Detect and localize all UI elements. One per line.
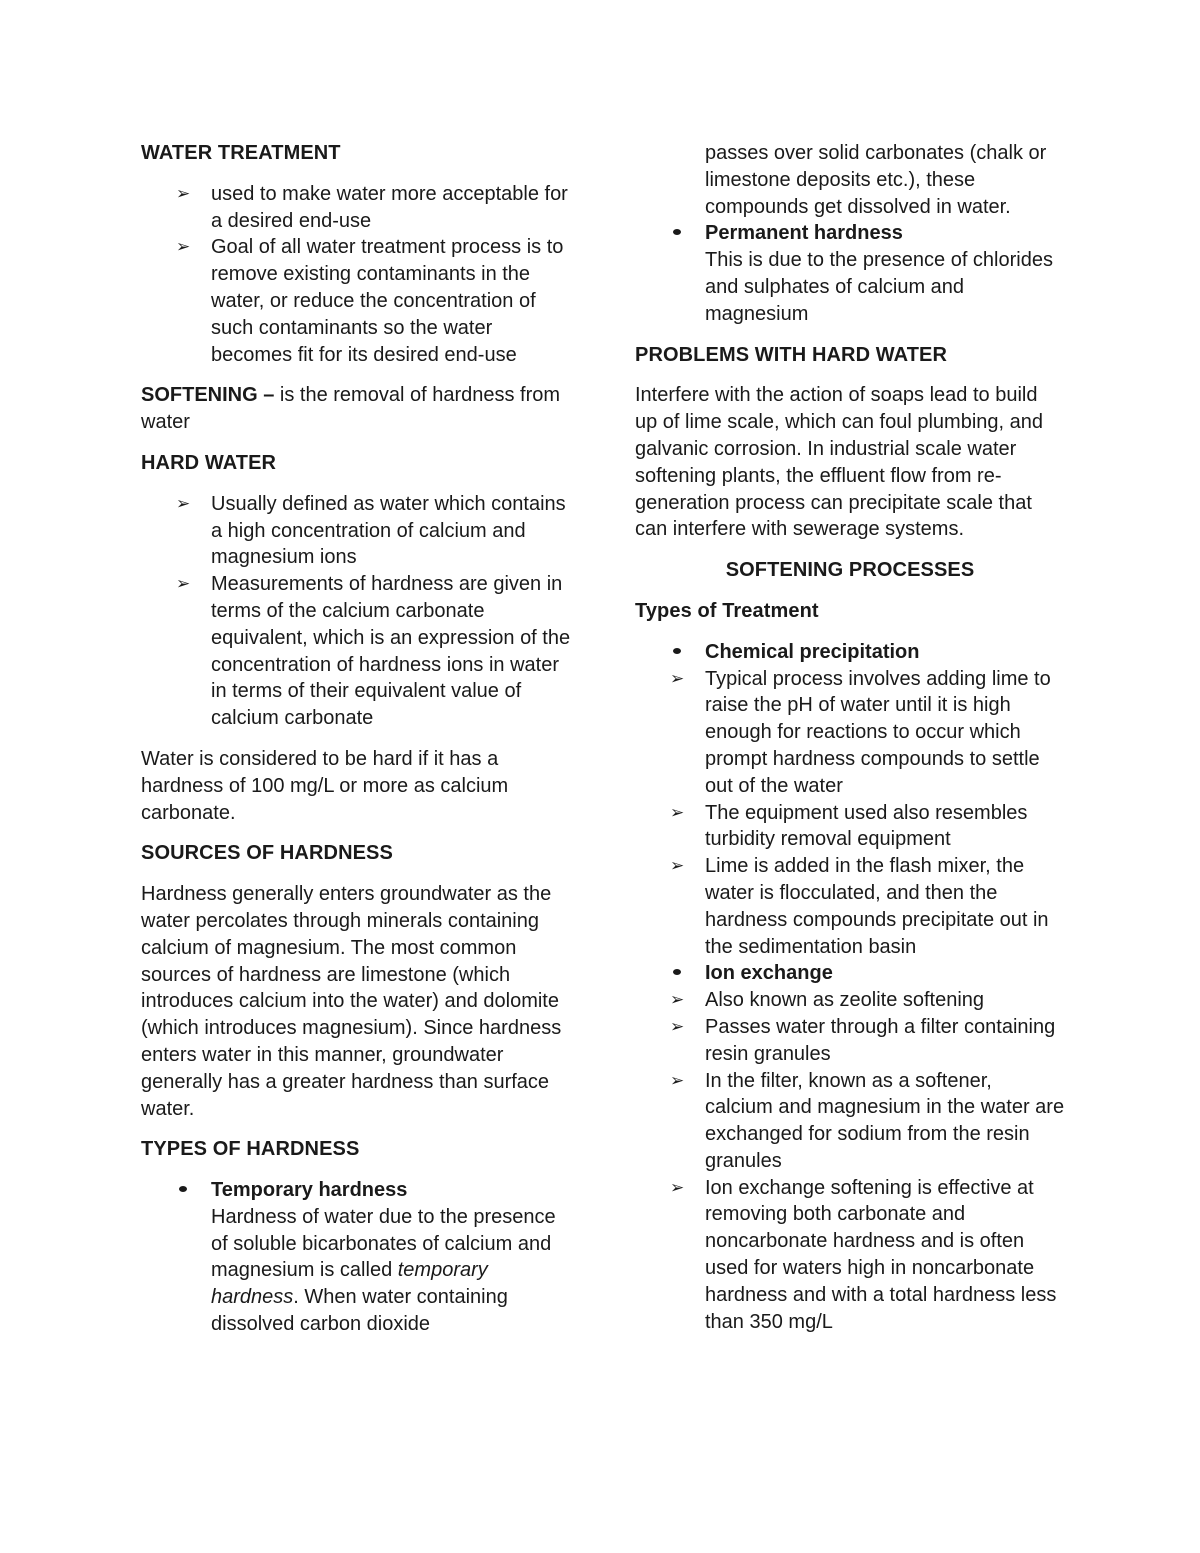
types-list bbox=[141, 1177, 571, 1338]
list-item: ➢ Passes water through a filter containing resin granules bbox=[635, 1014, 1065, 1068]
permanent-list bbox=[635, 220, 1065, 327]
list-item bbox=[635, 960, 1065, 987]
treatment-list bbox=[635, 639, 1065, 1336]
list-item: ➢ Typical process involves adding lime to raise the pH of water until it is high enough for reactions to occur which prompt hardness compounds to settle out of the water bbox=[635, 666, 1065, 800]
list-item: ➢ The equipment used also resembles turbidity removal equipment bbox=[635, 800, 1065, 854]
temporary-hardness-text-end: . When water containing dissolved carbon dioxide bbox=[211, 1286, 508, 1336]
water-treatment-heading: WATER TREATMENT bbox=[141, 142, 341, 164]
temporary-hardness-continued: passes over solid carbonates (chalk or limestone deposits etc.), these compounds get dissolved in water. bbox=[705, 142, 1047, 218]
hard-water-list bbox=[141, 491, 571, 732]
list-item: ➢ Ion exchange softening is effective at removing both carbonate and noncarbonate hardness and is often used for waters high in noncarbonate hardness and with a total hardness less than 350 mg/L bbox=[635, 1175, 1065, 1336]
types-heading: TYPES OF HARDNESS bbox=[141, 1138, 360, 1161]
softening-text: is the removal of hardness from water bbox=[141, 384, 561, 434]
sources-paragraph: Hardness generally enters groundwater as the water percolates through minerals containing calcium of magnesium. The most common sources of hardness are limestone (which introduces calcium into the water) and dolomite (which introduces magnesium). Since hardness enters water in this manner, groundwater generally has a greater hardness than surface water. bbox=[141, 883, 562, 1120]
hard-water-heading: HARD WATER bbox=[141, 451, 277, 474]
permanent-hardness-title: Permanent hardness bbox=[705, 222, 903, 245]
list-item bbox=[141, 1177, 571, 1338]
left-column bbox=[141, 140, 571, 1338]
types-of-treatment-heading: Types of Treatment bbox=[635, 599, 819, 622]
sources-heading: SOURCES OF HARDNESS bbox=[141, 842, 393, 865]
list-item: ➢ used to make water more acceptable for a desired end-use bbox=[141, 181, 571, 235]
list-item: ➢ Lime is added in the flash mixer, the water is flocculated, and then the hardness compounds precipitate out in the sedimentation basin bbox=[635, 853, 1065, 960]
chemical-precipitation-title: Chemical precipitation bbox=[705, 640, 920, 663]
list-item: ➢ Measurements of hardness are given in terms of the calcium carbonate equivalent, which is an expression of the concentration of hardness ions in water in terms of their equivalent value of calcium carbonate bbox=[141, 571, 571, 732]
problems-heading: PROBLEMS WITH HARD WATER bbox=[635, 343, 948, 366]
list-item bbox=[635, 639, 1065, 666]
temporary-hardness-term: temporary hardness bbox=[211, 1259, 488, 1309]
softening-term: SOFTENING – bbox=[141, 384, 275, 407]
list-item: ➢ Also known as zeolite softening bbox=[635, 987, 1065, 1014]
types-list-continued bbox=[635, 140, 1065, 220]
list-item bbox=[635, 220, 1065, 327]
list-item: ➢ Goal of all water treatment process is to remove existing contaminants in the water, or reduce the concentration of such contaminants so the water becomes fit for its desired end-use bbox=[141, 234, 571, 368]
list-item: ➢ Usually defined as water which contains a high concentration of calcium and magnesium ions bbox=[141, 491, 571, 571]
softening-processes-heading: SOFTENING PROCESSES bbox=[725, 559, 975, 582]
right-column bbox=[635, 140, 1065, 1335]
problems-paragraph: Interfere with the action of soaps lead to build up of lime scale, which can foul plumbing, and galvanic corrosion. In industrial scale water softening plants, the effluent flow from re-generation process can precipitate scale that can interfere with sewerage systems. bbox=[635, 384, 1044, 541]
softening-definition bbox=[141, 382, 571, 436]
ion-exchange-title: Ion exchange bbox=[705, 962, 833, 985]
hard-water-paragraph: Water is considered to be hard if it has a hardness of 100 mg/L or more as calcium carbonate. bbox=[141, 747, 509, 824]
temporary-hardness-title: Temporary hardness bbox=[211, 1179, 408, 1202]
permanent-hardness-text: This is due to the presence of chlorides and sulphates of calcium and magnesium bbox=[705, 249, 1053, 325]
water-treatment-list bbox=[141, 181, 571, 369]
list-item: ➢ In the filter, known as a softener, calcium and magnesium in the water are exchanged for sodium from the resin granules bbox=[635, 1068, 1065, 1175]
temporary-hardness-text: Hardness of water due to the presence of soluble bicarbonates of calcium and magnesium is called bbox=[211, 1205, 556, 1282]
